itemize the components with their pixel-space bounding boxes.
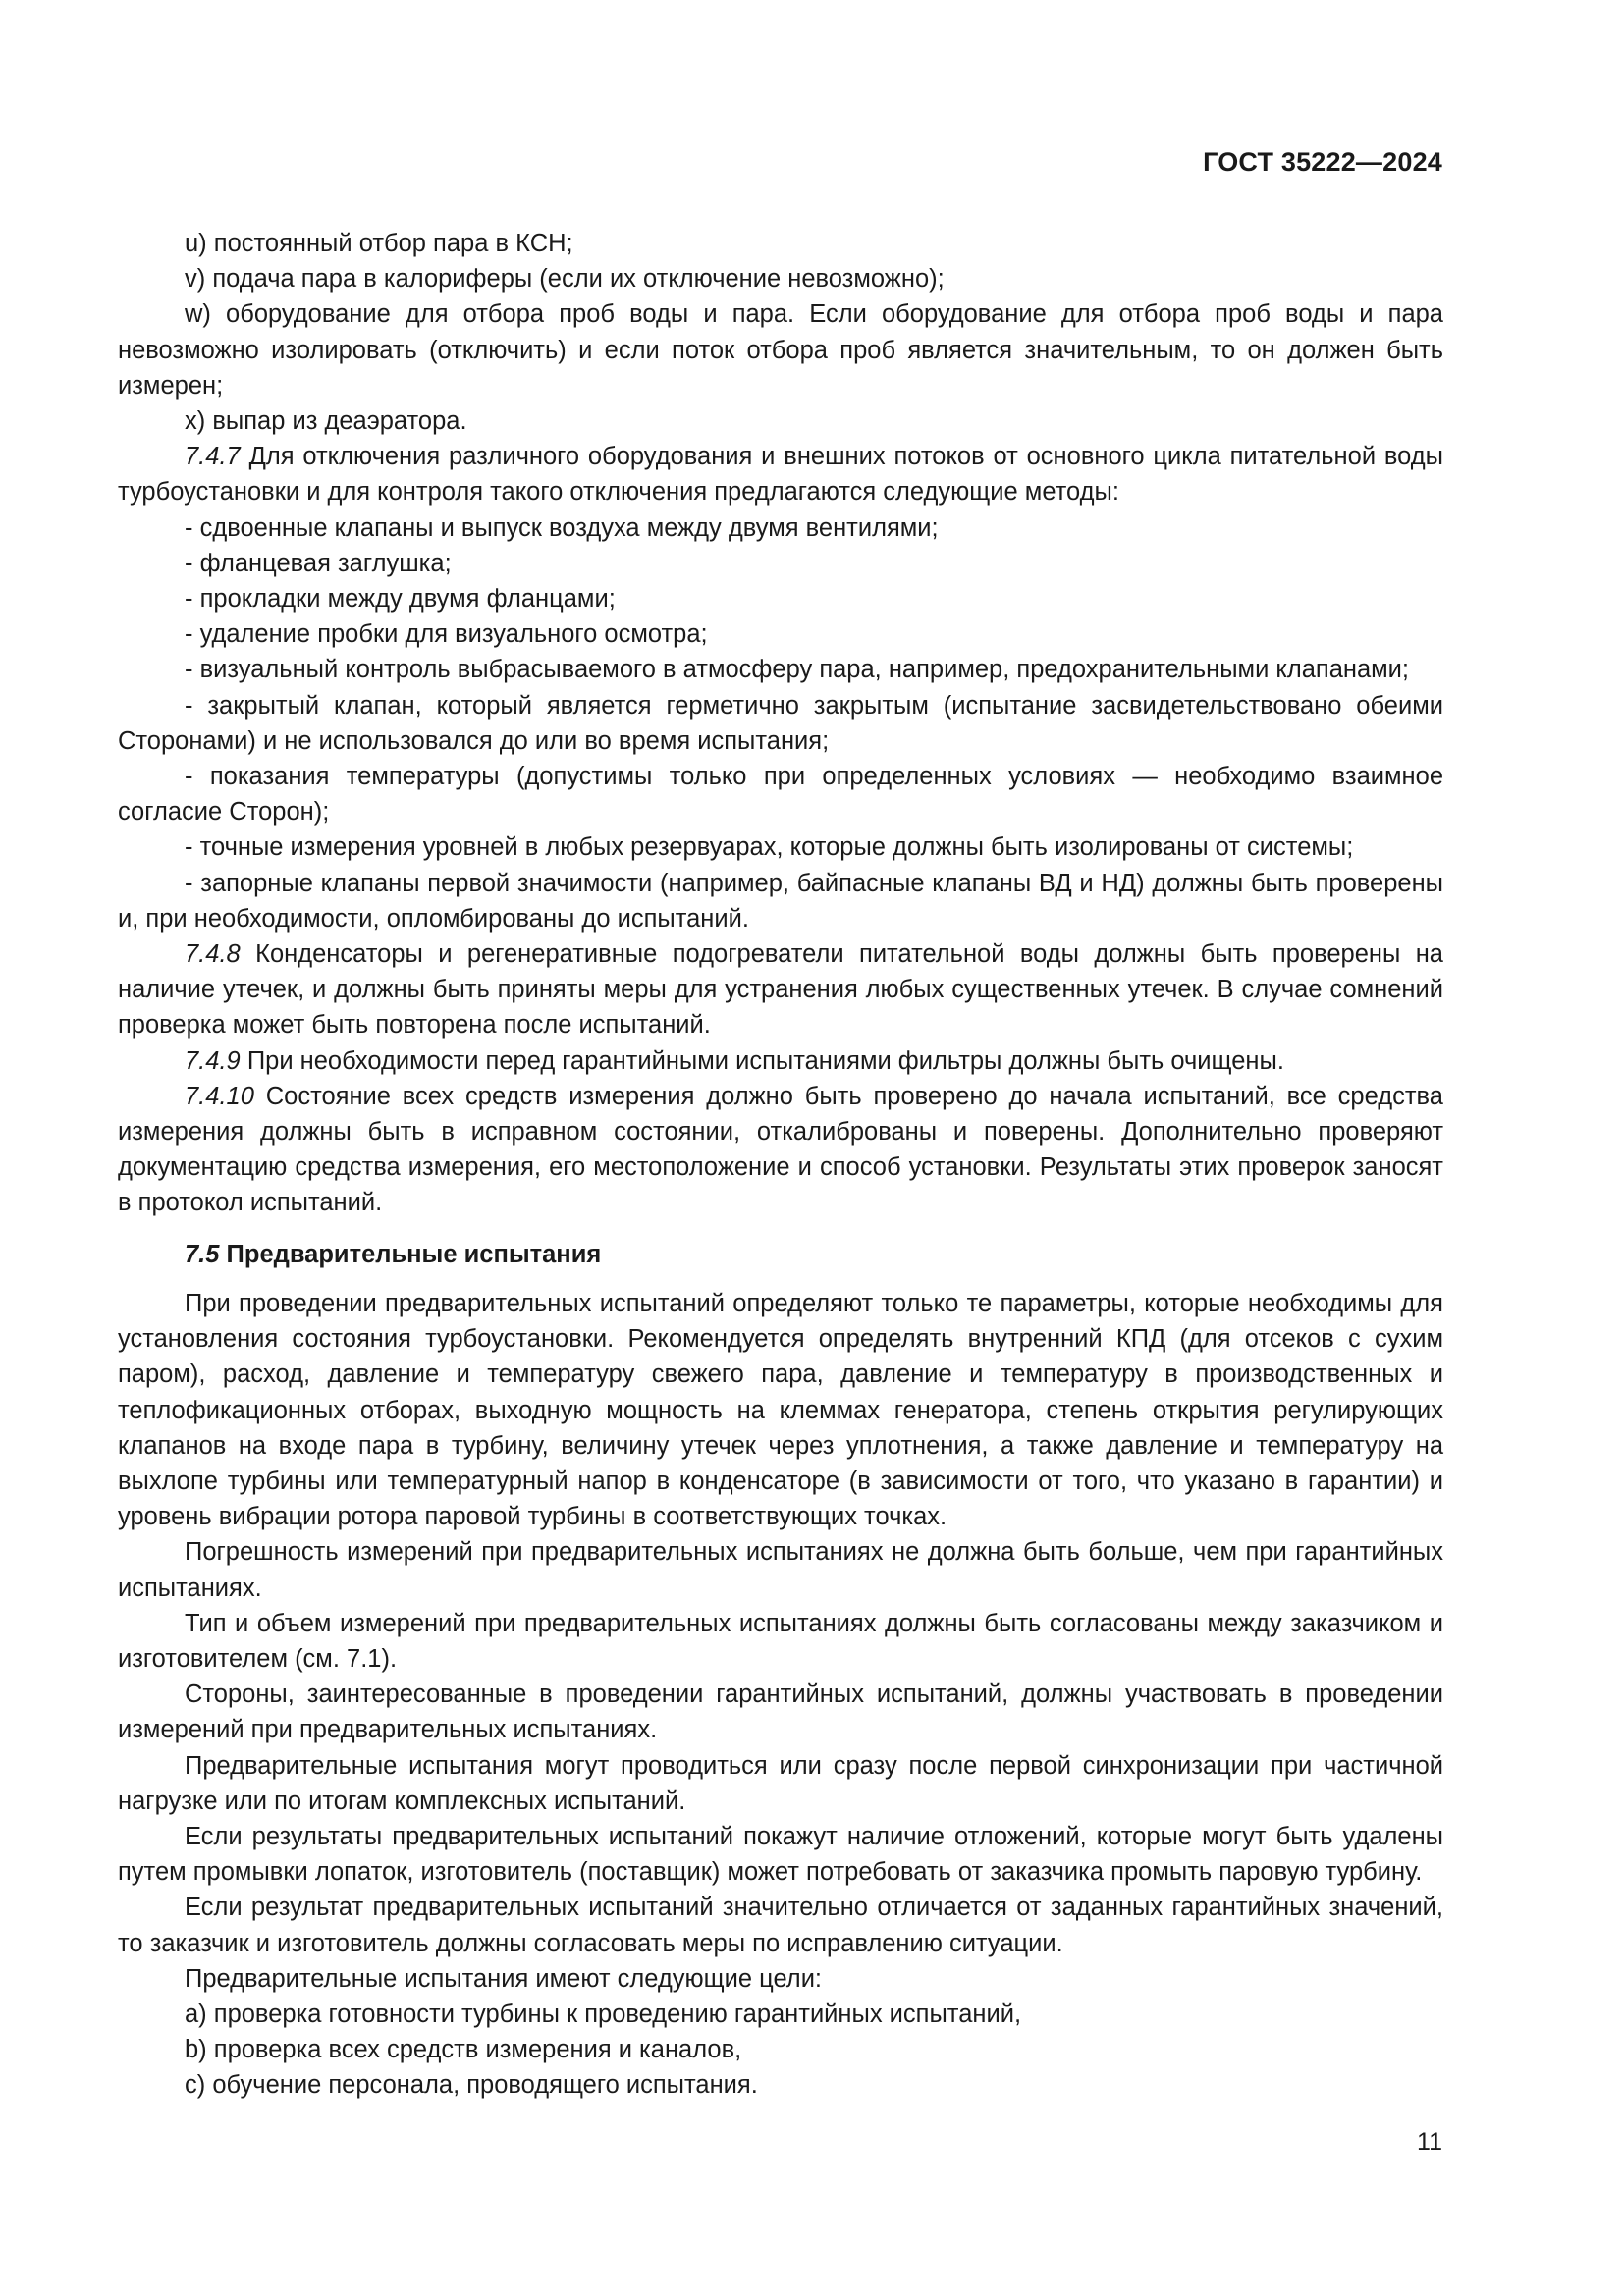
goal-item: b) проверка всех средств измерения и каналов,: [185, 2036, 742, 2064]
clause-text: При необходимости перед гарантийными испытаниями фильтры должны быть очищены.: [246, 1046, 1284, 1075]
page-number: 11: [1417, 2128, 1442, 2156]
method-item: - удаление пробки для визуального осмотра;: [185, 620, 708, 649]
section-heading-7-5: [118, 1237, 1443, 1272]
list-item-u: u) постоянный отбор пара в КСН;: [185, 230, 573, 257]
goal-item: a) проверка готовности турбины к проведению гарантийных испытаний,: [185, 2000, 1022, 2028]
method-item: - показания температуры (допустимы только при определенных условиях — необходимо взаимное согласие Сторон);: [118, 763, 1443, 827]
clause-text: Для отключения различного оборудования и внешних потоков от основного цикла питательной воды турбоустановки и для контроля такого отключения предлагаются следующие методы:: [118, 443, 1443, 507]
list-item-x: x) выпар из деаэратора.: [185, 407, 467, 436]
list-item-w: w) оборудование для отбора проб воды и пара. Если оборудование для отбора проб воды и пара невозможно изолировать (отключить) и если поток отбора проб является значительным, то он должен быть измерен;: [118, 300, 1443, 400]
clause-text: Состояние всех средств измерения должно быть проверено до начала испытаний, все средства измерения должны быть в исправном состоянии, откалиброваны и поверены. Дополнительно проверяют документацию средства измерения, его местоположение и способ установки. Результаты этих проверок заносят в протокол испытаний.: [118, 1082, 1443, 1217]
clause-number: 7.4.10: [185, 1082, 254, 1110]
goal-item: c) обучение персонала, проводящего испытания.: [185, 2071, 758, 2100]
clause-number: 7.4.9: [185, 1046, 241, 1075]
method-item: - сдвоенные клапаны и выпуск воздуха между двумя вентилями;: [185, 513, 939, 542]
section-paragraph: Если результат предварительных испытаний значительно отличается от заданных гарантийных значений, то заказчик и изготовитель должны согласовать меры по исправлению ситуации.: [118, 1894, 1443, 1957]
method-item: - визуальный контроль выбрасываемого в атмосферу пара, например, предохранительными клапанами;: [185, 656, 1410, 684]
clause-text: Конденсаторы и регенеративные подогреватели питательной воды должны быть проверены на наличие утечек, и должны быть приняты меры для устранения любых существенных утечек. В случае сомнений проверка может быть повторена после испытаний.: [118, 940, 1443, 1040]
method-item: - запорные клапаны первой значимости (например, байпасные клапаны ВД и НД) должны быть проверены и, при необходимости, опломбированы до испытаний.: [118, 869, 1443, 933]
section-number: 7.5: [185, 1240, 220, 1268]
page-body: [118, 226, 1443, 2104]
section-paragraph: Стороны, заинтересованные в проведении гарантийных испытаний, должны участвовать в проведении измерений при предварительных испытаниях.: [118, 1681, 1443, 1744]
clause-7-4-9: [118, 1043, 1443, 1079]
method-item: - точные измерения уровней в любых резервуарах, которые должны быть изолированы от системы;: [185, 833, 1354, 862]
list-item-v: v) подача пара в калориферы (если их отключение невозможно);: [185, 265, 945, 294]
clause-7-4-7: [118, 439, 1443, 509]
section-paragraph: Если результаты предварительных испытаний покажут наличие отложений, которые могут быть удалены путем промывки лопаток, изготовитель (поставщик) может потребовать от заказчика промыть паровую турбину.: [118, 1822, 1443, 1887]
document-number-header: ГОСТ 35222—2024: [1203, 147, 1442, 177]
method-item: - прокладки между двумя фланцами;: [185, 585, 616, 614]
clause-7-4-10: [118, 1079, 1443, 1221]
section-paragraph: Предварительные испытания могут проводиться или сразу после первой синхронизации при частичной нагрузке или по итогам комплексных испытаний.: [118, 1751, 1443, 1815]
clause-number: 7.4.8: [185, 940, 241, 969]
section-paragraph: Тип и объем измерений при предварительных испытаниях должны быть согласованы между заказчиком и изготовителем (см. 7.1).: [118, 1609, 1443, 1673]
section-title-text: Предварительные испытания: [226, 1240, 602, 1268]
method-item: - закрытый клапан, который является герметично закрытым (испытание засвидетельствовано обеими Сторонами) и не использовался до или во время испытания;: [118, 691, 1443, 755]
clause-7-4-8: [118, 936, 1443, 1043]
section-paragraph: При проведении предварительных испытаний определяют только те параметры, которые необходимы для установления состояния турбоустановки. Рекомендуется определять внутренний КПД (для отсеков с сухим паром), расход, давление и температуру свежего пара, давление и температуру в производственных и теплофикационных отборах, выходную мощность на клеммах генератора, степень открытия регулирующих клапанов на входе пара в турбину, величину утечек через уплотнения, а также давление и температуру на выхлопе турбины или температурный напор в конденсаторе (в зависимости от того, что указано в гарантии) и уровень вибрации ротора паровой турбины в соответствующих точках.: [118, 1289, 1443, 1531]
section-paragraph: Погрешность измерений при предварительных испытаниях не должна быть больше, чем при гарантийных испытаниях.: [118, 1538, 1443, 1602]
clause-number: 7.4.7: [185, 443, 241, 471]
method-item: - фланцевая заглушка;: [185, 549, 452, 577]
section-paragraph: Предварительные испытания имеют следующие цели:: [185, 1964, 823, 1993]
